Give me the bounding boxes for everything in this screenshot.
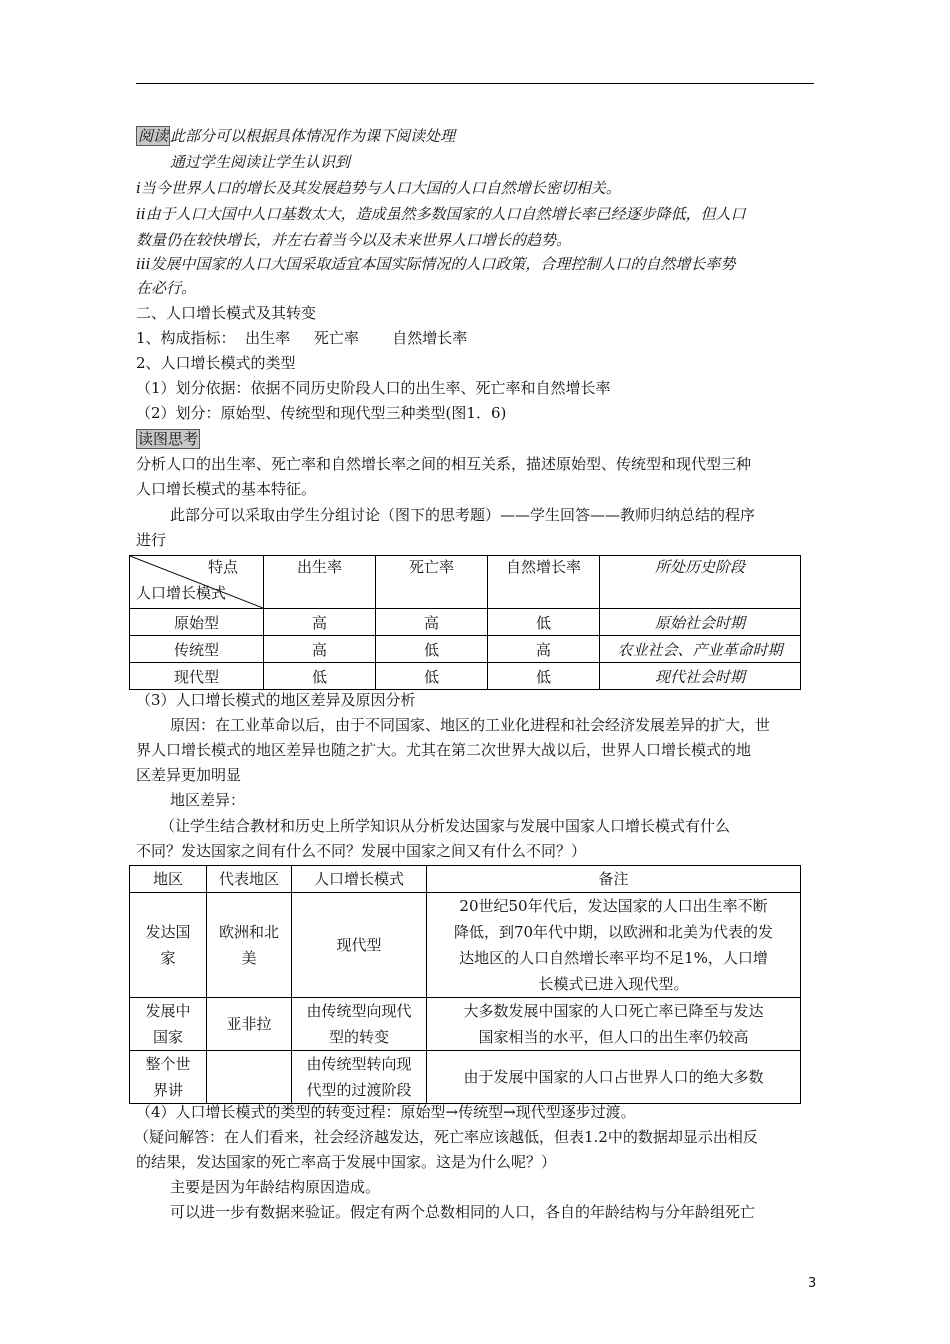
table-header-cell: 出生率 [264, 556, 376, 609]
table-cell: 现代社会时期 [600, 663, 801, 690]
table-header-cell: 地区 [130, 866, 207, 893]
reading-point-iii-cont: 在必行。 [136, 279, 197, 297]
table-cell: 原始社会时期 [600, 609, 801, 636]
header-rule [136, 83, 814, 84]
discussion-question-cont: 不同？发达国家之间有什么不同？发展中国家之间又有什么不同？） [136, 842, 587, 860]
region-cell: 发达国 家 [130, 893, 207, 998]
table-cell: 农业社会、产业革命时期 [600, 636, 801, 663]
types-heading: 2、人口增长模式的类型 [136, 354, 296, 372]
think-method: 此部分可以采取由学生分组讨论（图下的思考题）——学生回答——教师归纳总结的程序 [170, 506, 756, 524]
growth-mode-table [129, 555, 801, 690]
note-cell: 20世纪50年代后，发达国家的人口出生率不断 降低，到70年代中期，以欧洲和北美为代表的发 达地区的人口自然增长率平均不足1%，人口增 长模式已进入现代型。 [427, 893, 801, 998]
mode-cell: 由传统型转向现 代型的过渡阶段 [292, 1051, 427, 1104]
cause-text-cont: 界人口增长模式的地区差异也随之扩大。尤其在第二次世界大战以后，世界人口增长模式的地 [136, 741, 752, 759]
cause-text-end: 区差异更加明显 [136, 766, 242, 784]
table-header-cell: 人口增长模式 [292, 866, 427, 893]
table-cell: 原始型 [130, 609, 264, 636]
reading-intro: 通过学生阅读让学生认识到 [170, 153, 351, 171]
page-number: 3 [808, 1276, 817, 1291]
table-cell: 低 [488, 609, 600, 636]
discussion-question: （让学生结合教材和历史上所学知识从分析发达国家与发展中国家人口增长模式有什么 [160, 817, 731, 835]
reading-note: 此部分可以根据具体情况作为课下阅读处理 [170, 127, 456, 145]
think-tag: 读图思考 [138, 430, 199, 448]
table-cell: 现代型 [130, 663, 264, 690]
qa-question: （疑问解答：在人们看来，社会经济越发达，死亡率应该越低，但表1.2中的数据却显示出相反 [134, 1128, 758, 1146]
indicators: 1、构成指标： 出生率 死亡率 自然增长率 [136, 329, 468, 347]
table-row [130, 1051, 801, 1104]
regional-diff-label: 地区差异： [170, 791, 246, 809]
region-cell: 发展中 国家 [130, 998, 207, 1051]
reading-point-ii-cont: 数量仍在较快增长，并左右着当今以及未来世界人口增长的趋势。 [136, 231, 572, 249]
table-row [130, 663, 801, 690]
mode-header: 人口增长模式 [136, 584, 227, 602]
qa-question-cont: 的结果，发达国家的死亡率高于发展中国家。这是为什么呢？） [136, 1153, 557, 1171]
mode-cell: 由传统型向现代 型的转变 [292, 998, 427, 1051]
table-row [130, 998, 801, 1051]
qa-answer-cont: 可以进一步有数据来验证。假定有两个总数相同的人口，各自的年龄结构与分年龄组死亡 [170, 1203, 756, 1221]
reading-point-i: i当今世界人口的增长及其发展趋势与人口大国的人口自然增长密切相关。 [136, 179, 621, 197]
table-header-cell: 自然增长率 [488, 556, 600, 609]
table-header-cell: 备注 [427, 866, 801, 893]
table-cell: 高 [376, 609, 488, 636]
reading-point-iii: iii发展中国家的人口大国采取适宜本国实际情况的人口政策，合理控制人口的自然增长率势 [136, 255, 736, 273]
table-header-cell: 代表地区 [207, 866, 292, 893]
table-cell: 高 [264, 636, 376, 663]
qa-answer: 主要是因为年龄结构原因造成。 [170, 1178, 381, 1196]
table-cell: 低 [376, 663, 488, 690]
table-cell: 低 [488, 663, 600, 690]
table-cell: 高 [488, 636, 600, 663]
cause-text: 原因：在工业革命以后，由于不同国家、地区的工业化进程和社会经济发展差异的扩大，世 [170, 716, 771, 734]
feature-header: 特点 [208, 558, 239, 576]
representative-cell: 欧洲和北 美 [207, 893, 292, 998]
note-cell: 由于发展中国家的人口占世界人口的绝大多数 [427, 1051, 801, 1104]
table-row [130, 609, 801, 636]
table-cell: 高 [264, 609, 376, 636]
section-title: 二、人口增长模式及其转变 [136, 304, 317, 322]
table-header-row [130, 556, 801, 609]
reading-tag: 阅读 [138, 127, 169, 145]
representative-cell [207, 1051, 292, 1104]
table-header-cell: 死亡率 [376, 556, 488, 609]
note-cell: 大多数发展中国家的人口死亡率已降至与发达 国家相当的水平，但人口的出生率仍较高 [427, 998, 801, 1051]
division-basis: （1）划分依据：依据不同历史阶段人口的出生率、死亡率和自然增长率 [136, 379, 611, 397]
table-cell: 传统型 [130, 636, 264, 663]
table-cell: 低 [264, 663, 376, 690]
think-heading [136, 427, 816, 451]
think-text: 分析人口的出生率、死亡率和自然增长率之间的相互关系，描述原始型、传统型和现代型三种 [136, 455, 752, 473]
diagonal-header-cell [130, 556, 264, 609]
mode-cell: 现代型 [292, 893, 427, 998]
regional-table [129, 865, 801, 1104]
representative-cell: 亚非拉 [207, 998, 292, 1051]
table-row [130, 636, 801, 663]
reading-heading [136, 124, 816, 148]
reading-point-ii: ii由于人口大国中人口基数太大，造成虽然多数国家的人口自然增长率已经逐步降低，但人口 [136, 205, 746, 223]
table-header-cell: 所处历史阶段 [600, 556, 801, 609]
think-text-cont: 人口增长模式的基本特征。 [136, 480, 317, 498]
transition-process: （4）人口增长模式的类型的转变过程：原始型→传统型→现代型逐步过渡。 [136, 1103, 636, 1121]
table-header-row [130, 866, 801, 893]
think-method-cont: 进行 [136, 531, 167, 549]
division: （2）划分：原始型、传统型和现代型三种类型(图1．6) [136, 404, 507, 422]
table-cell: 低 [376, 636, 488, 663]
table-row [130, 893, 801, 998]
region-cell: 整个世 界讲 [130, 1051, 207, 1104]
regional-diff-heading: （3）人口增长模式的地区差异及原因分析 [136, 691, 416, 709]
